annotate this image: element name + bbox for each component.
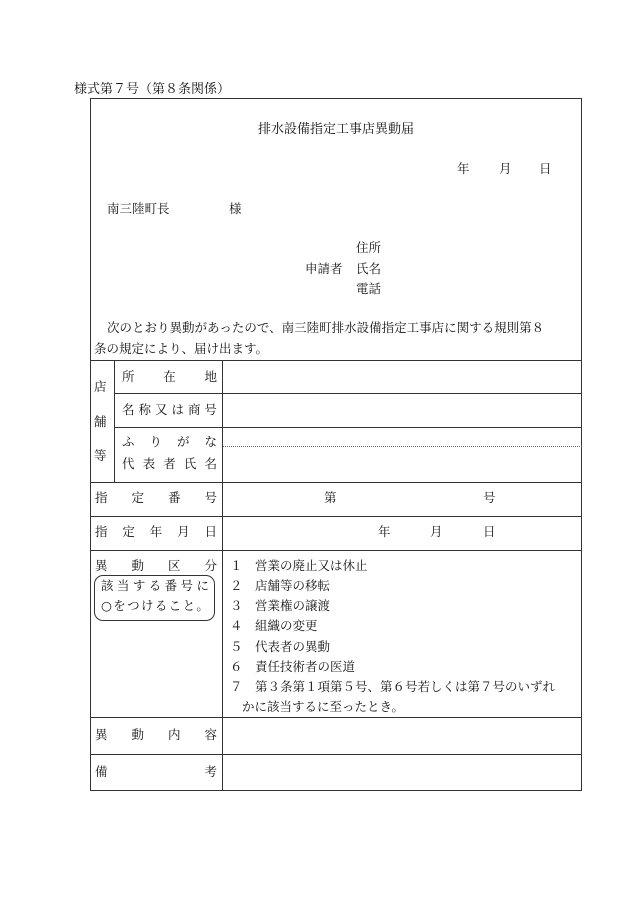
char: 者	[163, 456, 176, 471]
applicant-name-label: 氏名	[356, 261, 382, 276]
char: す	[132, 578, 146, 593]
char: 分	[204, 558, 217, 573]
char: 在	[163, 369, 176, 384]
char: を	[113, 598, 126, 613]
change-option-2[interactable]: ２ 店舗等の移転	[230, 578, 331, 593]
intro-line-2: 条の規定により、届け出ます。	[94, 341, 269, 356]
char: 号	[180, 578, 194, 593]
designation-number-suffix: 号	[483, 490, 496, 505]
char: け	[140, 598, 154, 613]
char: つ	[127, 598, 140, 613]
char: 名	[204, 456, 217, 471]
trade-name-label	[122, 404, 217, 417]
representative-value-cell[interactable]	[223, 447, 581, 481]
char: 号	[204, 490, 217, 505]
furigana-label	[122, 436, 217, 449]
applicant-address-label: 住所	[356, 240, 382, 255]
char: り	[149, 434, 162, 449]
instruction-note-line-2	[101, 600, 209, 613]
change-option-5[interactable]: ５ 代表者の異動	[230, 639, 331, 654]
designation-number-prefix: 第	[324, 490, 337, 505]
char: 異	[95, 558, 108, 573]
char: 地	[204, 369, 217, 384]
char: 代	[122, 456, 135, 471]
char: 表	[142, 456, 156, 471]
change-type-label	[95, 560, 217, 573]
char: が	[176, 434, 190, 449]
char: る	[148, 578, 162, 593]
char: 日	[204, 524, 217, 539]
char: 年	[149, 524, 163, 539]
char: 番	[164, 578, 178, 593]
char: ふ	[122, 434, 135, 449]
date-day-label: 日	[539, 161, 552, 176]
char: 定	[122, 524, 135, 539]
change-option-6[interactable]: ６ 責任技術者の医道	[230, 659, 356, 674]
char: 内	[167, 727, 181, 742]
char: 番	[167, 490, 181, 505]
char: 月	[177, 524, 190, 539]
location-label	[122, 371, 217, 384]
designation-date-month: 月	[430, 524, 443, 539]
store-group-label-2: 舗	[94, 414, 107, 429]
location-value-cell[interactable]	[223, 361, 581, 392]
change-content-label	[95, 729, 217, 742]
change-content-value-cell[interactable]	[223, 718, 581, 753]
char: に	[196, 578, 209, 593]
representative-label	[122, 458, 217, 471]
designation-date-value-cell[interactable]	[223, 517, 581, 549]
char: と	[182, 598, 196, 613]
char: 異	[95, 727, 108, 742]
char: 該	[101, 578, 114, 593]
char: 指	[95, 490, 108, 505]
designation-number-value-cell[interactable]	[223, 483, 581, 515]
char: 容	[204, 727, 217, 742]
char: 考	[204, 764, 217, 779]
designation-date-day: 日	[483, 524, 496, 539]
char: な	[204, 434, 217, 449]
char: 商	[187, 402, 201, 417]
remarks-label	[95, 766, 217, 779]
char: 名	[122, 402, 135, 417]
store-group-label-1: 店	[94, 379, 107, 394]
change-option-7-continuation: かに該当するに至ったとき。	[242, 699, 405, 714]
char: は	[171, 402, 184, 417]
change-option-7[interactable]: ７ 第３条第１項第５号、第６号若しくは第７号のいずれ	[230, 679, 556, 694]
form-number: 様式第７号（第８条関係）	[74, 82, 231, 97]
change-option-3[interactable]: ３ 営業権の譲渡	[230, 598, 331, 613]
char: 当	[116, 578, 130, 593]
char: 。	[196, 598, 209, 613]
char: 動	[131, 727, 144, 742]
char: ○	[101, 598, 112, 613]
row-divider	[90, 550, 582, 551]
designation-date-year: 年	[378, 524, 391, 539]
applicant-role: 申請者	[305, 261, 343, 276]
furigana-value-cell[interactable]	[223, 428, 581, 445]
char: 動	[131, 558, 144, 573]
char: 氏	[183, 456, 197, 471]
change-option-4[interactable]: ４ 組織の変更	[230, 618, 318, 633]
instruction-note-line-1	[101, 580, 209, 593]
char: 指	[95, 524, 108, 539]
store-group-divider	[114, 360, 115, 482]
date-year-label: 年	[457, 161, 470, 176]
trade-name-value-cell[interactable]	[223, 394, 581, 426]
char: 又	[154, 402, 168, 417]
char: 称	[138, 402, 151, 417]
addressee-name: 南三陸町長	[107, 201, 170, 216]
char: 区	[167, 558, 181, 573]
change-option-1[interactable]: １ 営業の廃止又は休止	[230, 558, 368, 573]
char: 備	[95, 764, 108, 779]
addressee-suffix: 様	[229, 201, 242, 216]
designation-date-label	[95, 526, 217, 539]
store-group-label-3: 等	[94, 448, 107, 463]
form-title: 排水設備指定工事店異動届	[258, 122, 415, 137]
char: 所	[122, 369, 135, 384]
char: こ	[168, 598, 182, 613]
date-month-label: 月	[499, 161, 512, 176]
intro-line-1: 次のとおり異動があったので、南三陸町排水設備指定工事店に関する規則第８	[107, 320, 545, 335]
char: 定	[131, 490, 144, 505]
char: 号	[204, 402, 217, 417]
remarks-value-cell[interactable]	[223, 755, 581, 790]
char: る	[154, 598, 168, 613]
applicant-phone-label: 電話	[356, 281, 382, 296]
designation-number-label	[95, 492, 217, 505]
